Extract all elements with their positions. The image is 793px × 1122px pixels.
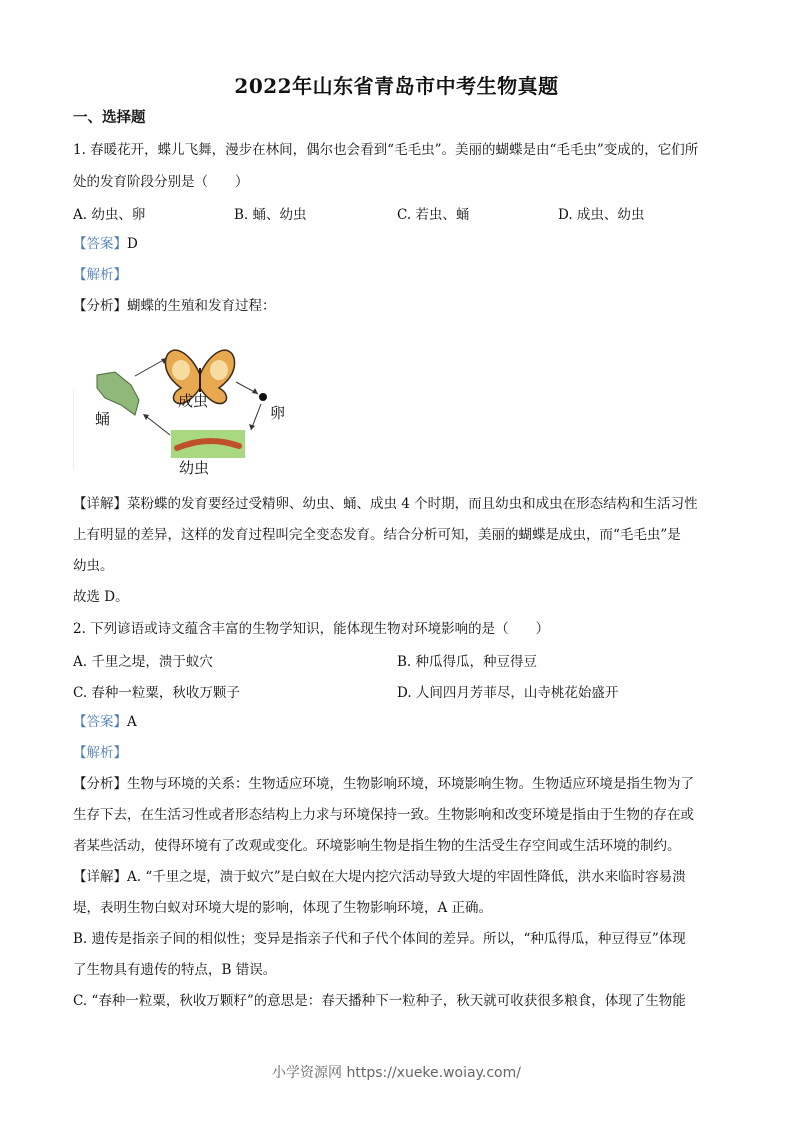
- q1-conclusion: 故选 D。: [73, 589, 129, 605]
- q2-detail-line4: 了生物具有遗传的特点，B 错误。: [73, 962, 277, 978]
- fenxi-text: 蝴蝶的生殖和发育过程：: [127, 298, 276, 314]
- q2-detail-line2: 堤，表明生物白蚁对环境大堤的影响，体现了生物影响环境，A 正确。: [73, 900, 493, 916]
- stage-larva-label: 幼虫: [179, 459, 210, 477]
- q1-option-b: B. 蛹、幼虫: [234, 207, 307, 223]
- q1-detail-line2: 上有明显的差异，这样的发育过程叫完全变态发育。结合分析可知，美丽的蝴蝶是成虫，而“毛毛虫”是: [73, 527, 681, 543]
- q1-detail-line1: [73, 494, 698, 514]
- q2-answer-row: [73, 712, 137, 732]
- q1-answer-row: [73, 234, 138, 254]
- q2-stem: 2. 下列谚语或诗文蕴含丰富的生物学知识，能体现生物对环境影响的是（ ）: [73, 621, 550, 637]
- detail-label: 【详解】: [73, 869, 127, 885]
- fenxi-text: 生物与环境的关系：生物适应环境，生物影响环境，环境影响生物。生物适应环境是指生物为了: [127, 776, 694, 792]
- stage-pupa-label: 蛹: [95, 410, 111, 428]
- q2-option-d: D. 人间四月芳菲尽，山寺桃花始盛开: [397, 685, 619, 701]
- butterfly-lifecycle-diagram: [73, 330, 303, 480]
- footer-watermark: 小学资源网 https://xueke.woiay.com/: [272, 1065, 521, 1081]
- q1-detail-line3: 幼虫。: [73, 558, 114, 574]
- q2-fenxi-line2: 生存下去，在生活习性或者形态结构上力求与环境保持一致。生物影响和改变环境是指由于生物的存在或: [73, 807, 694, 823]
- q2-fenxi-line3: 者某些活动，使得环境有了改观或变化。环境影响生物是指生物的生活受生存空间或生活环境的制约。: [73, 838, 681, 854]
- fenxi-label: 【分析】: [73, 776, 127, 792]
- q1-stem-line1: 1. 春暖花开，蝶儿飞舞，漫步在林间，偶尔也会看到“毛毛虫”。美丽的蝴蝶是由“毛毛虫”变成的，它们所: [73, 142, 699, 158]
- answer-label: 【答案】: [73, 714, 127, 730]
- q2-option-c: C. 春种一粒粟，秋收万颗子: [73, 685, 240, 701]
- q2-detail-line3: B. 遗传是指亲子间的相似性；变异是指亲子代和子代个体间的差异。所以，“种瓜得瓜，种豆得豆”体现: [73, 931, 686, 947]
- q2-detail-line5: C. “春种一粒粟，秋收万颗籽”的意思是：春天播种下一粒种子，秋天就可收获很多粮食，体现了生物能: [73, 993, 686, 1009]
- detail-text: 菜粉蝶的发育要经过受精卵、幼虫、蛹、成虫 4 个时期，而且幼虫和成虫在形态结构和生活习性: [127, 496, 698, 512]
- fenxi-label: 【分析】: [73, 298, 127, 314]
- q1-analysis-label: 【解析】: [73, 267, 127, 283]
- answer-value: A: [127, 714, 137, 730]
- document-title: 2022年山东省青岛市中考生物真题: [234, 74, 559, 98]
- answer-value: D: [127, 236, 138, 252]
- q2-fenxi-line1: [73, 774, 694, 794]
- q2-analysis-label: 【解析】: [73, 745, 127, 761]
- stage-egg-label: 卵: [270, 404, 286, 422]
- section-heading: 一、选择题: [73, 109, 146, 126]
- q1-stem-line2: 处的发育阶段分别是（ ）: [73, 174, 249, 190]
- detail-text: A. “千里之堤，溃于蚁穴”是白蚁在大堤内挖穴活动导致大堤的牢固性降低，洪水来临时容易溃: [127, 869, 686, 885]
- q1-option-a: A. 幼虫、卵: [73, 207, 146, 223]
- answer-label: 【答案】: [73, 236, 127, 252]
- q1-option-c: C. 若虫、蛹: [397, 207, 470, 223]
- detail-label: 【详解】: [73, 496, 127, 512]
- stage-adult-label: 成虫: [178, 392, 209, 410]
- q2-option-b: B. 种瓜得瓜，种豆得豆: [397, 654, 538, 670]
- q2-detail-line1: [73, 867, 686, 887]
- q2-option-a: A. 千里之堤，溃于蚁穴: [73, 654, 213, 670]
- q1-fenxi-row: [73, 296, 276, 316]
- q1-option-d: D. 成虫、幼虫: [558, 207, 645, 223]
